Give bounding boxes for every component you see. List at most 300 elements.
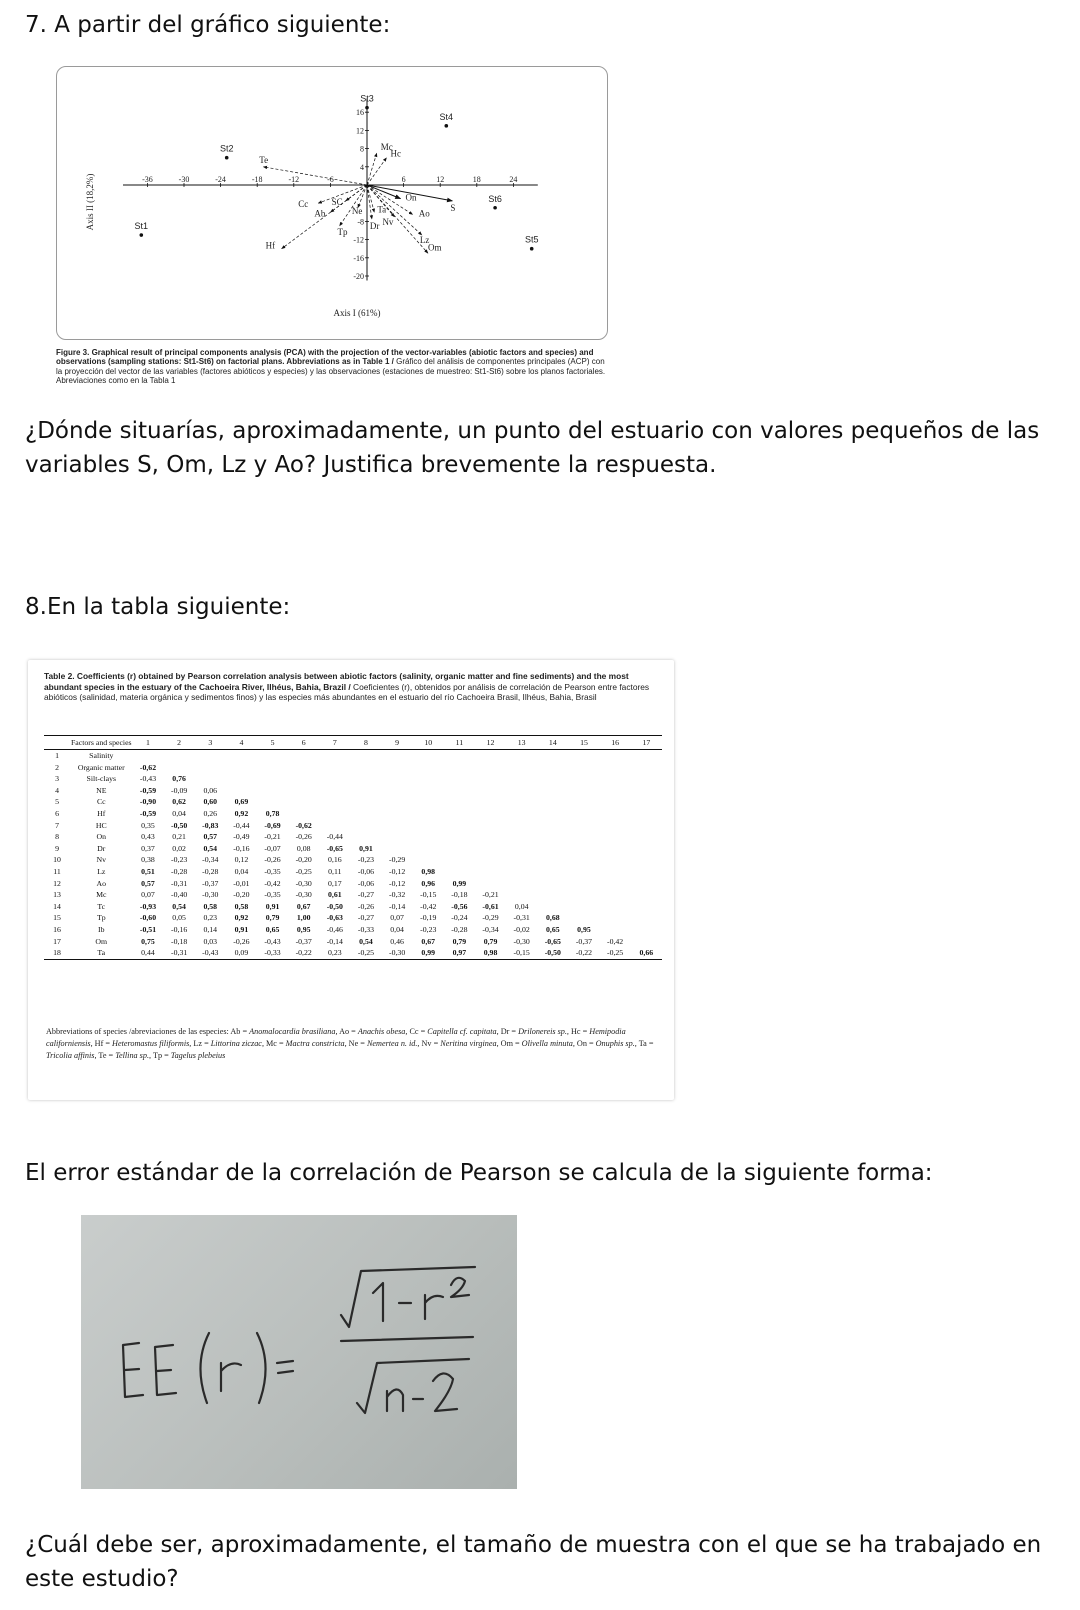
table-cell [631, 796, 662, 808]
table-cell: -0,16 [233, 843, 250, 853]
table-cell: 0,14 [203, 924, 218, 934]
pca-figure [56, 66, 608, 340]
table-cell [319, 796, 350, 808]
table-header-row [44, 736, 662, 750]
station-point-st6 [493, 206, 497, 210]
table-cell [475, 808, 506, 820]
table-row [44, 866, 662, 878]
table-cell: -0,31 [513, 913, 530, 923]
vector-label-ab: Ab [314, 208, 326, 219]
table-cell [164, 750, 195, 762]
table-footnote: Abbreviations of species /abreviaciones de las especies: Ab = Anomalocardia brasiliana, Ao = Anachis obesa, Cc = Capitella cf. capitata, Dr = Drilonereis sp., Hc = Hemipodia californiensis, Hf = Heteromastus filiformis, Lz = Littorina ziczac, Mc = Mactra constricta, Ne = Nemertea n. id., Nv = Neritina virginea, Om = Olivella minuta, On = Onuphis sp., Ta = Tricolia affinis, Te = Tellina sp., Tp = Tagelus plebeius [46, 1027, 654, 1060]
table-cell [319, 762, 350, 774]
table-cell [631, 773, 662, 785]
x-tick-label: 6 [401, 175, 406, 184]
table-cell: -0,63 [326, 913, 343, 923]
table-cell: 0,61 [328, 890, 342, 900]
column-header-6: 6 [288, 736, 319, 750]
row-label: Ib [98, 924, 105, 934]
table-cell [537, 843, 568, 855]
table-cell [350, 808, 381, 820]
vector-label-hc: Hc [390, 148, 402, 159]
table-cell: -0,46 [326, 924, 343, 934]
table-row [44, 785, 662, 797]
row-number: 4 [55, 785, 60, 795]
table-cell: 0,67 [421, 936, 436, 946]
table-cell [631, 901, 662, 913]
table-cell: -0,69 [264, 820, 281, 830]
table-cell: -0,25 [600, 947, 631, 959]
table-row [44, 750, 662, 762]
row-number: 3 [55, 774, 60, 784]
table-cell: -0,23 [171, 855, 188, 865]
x-tick-label: -18 [251, 175, 263, 184]
column-header-15: 15 [568, 736, 599, 750]
table-cell: -0,30 [513, 936, 530, 946]
table-cell [350, 796, 381, 808]
table-cell: 0,07 [141, 890, 155, 900]
table-cell [568, 808, 599, 820]
table-cell [444, 762, 475, 774]
table-cell: 0,62 [172, 797, 186, 807]
station-point-st3 [365, 106, 369, 110]
table-cell [537, 854, 568, 866]
table-cell: -0,50 [537, 947, 568, 959]
table-cell [506, 796, 537, 808]
row-label: Mc [96, 890, 107, 900]
table-cell [195, 773, 226, 785]
table-cell: 0,43 [141, 832, 155, 842]
table-cell: -0,26 [233, 936, 250, 946]
table-cell [568, 831, 599, 843]
row-number: 1 [55, 751, 60, 760]
table-cell [350, 785, 381, 797]
table-cell [600, 843, 631, 855]
table-cell [444, 866, 475, 878]
table-cell: -0,18 [171, 936, 188, 946]
table-cell: 0,38 [141, 855, 155, 865]
table-cell: 0,35 [141, 820, 155, 830]
row-number: 11 [53, 866, 61, 876]
y-tick-label: 12 [356, 126, 364, 136]
table-cell [257, 773, 288, 785]
row-number: 18 [44, 947, 70, 959]
table-cell [226, 750, 257, 762]
handwritten-formula [81, 1215, 517, 1489]
table-cell: 0,79 [483, 936, 498, 946]
column-header-7: 7 [319, 736, 350, 750]
table-cell: 0,46 [390, 936, 404, 946]
table-cell: -0,24 [451, 913, 468, 923]
table-cell [537, 901, 568, 913]
table-cell: 0,75 [141, 936, 155, 946]
question-7-title: 7. A partir del gráfico siguiente: [25, 12, 391, 38]
table-cell [600, 762, 631, 774]
table-cell: -0,44 [233, 820, 250, 830]
table-cell [568, 912, 599, 924]
table-cell: -0,50 [171, 820, 188, 830]
table-cell [475, 785, 506, 797]
table-cell: -0,33 [257, 947, 288, 959]
table-cell [382, 773, 413, 785]
table-cell: -0,31 [164, 947, 195, 959]
footnote-abbr: Dr = [500, 1027, 519, 1036]
table-cell [226, 762, 257, 774]
table-cell [195, 750, 226, 762]
footnote-species-name: Neritina virginea [440, 1039, 497, 1048]
table-cell: -0,51 [139, 924, 157, 934]
table-cell [568, 866, 599, 878]
table-cell: 0,07 [390, 913, 404, 923]
table-cell: -0,32 [388, 890, 406, 900]
table-cell [537, 773, 568, 785]
table-cell: -0,19 [420, 913, 437, 923]
row-label: Tp [96, 913, 106, 923]
table-cell [631, 866, 662, 878]
column-header-16: 16 [600, 736, 631, 750]
table-cell: -0,34 [482, 924, 499, 934]
table-cell [195, 762, 226, 774]
table-cell: 0,06 [203, 785, 218, 795]
table-cell: -0,27 [357, 913, 375, 923]
table-cell: 0,23 [319, 947, 350, 959]
row-label: Hf [97, 808, 106, 818]
table-cell: 0,99 [413, 947, 444, 959]
table-cell: 0,69 [234, 797, 249, 807]
table-cell: -0,35 [264, 866, 281, 876]
table-cell: 0,37 [141, 843, 155, 853]
table-cell [600, 854, 631, 866]
column-header-8: 8 [350, 736, 381, 750]
footnote-species-name: Tagelus plebeius [170, 1051, 226, 1060]
column-header-2: 2 [164, 736, 195, 750]
table-cell: -0,60 [139, 913, 157, 923]
table-cell [568, 773, 599, 785]
table-cell: 0,17 [328, 878, 342, 888]
pca-biplot [57, 67, 607, 339]
table-cell: 0,98 [421, 866, 436, 876]
table-cell: -0,35 [264, 890, 281, 900]
table-cell [257, 762, 288, 774]
handwritten-formula-photo [81, 1215, 517, 1489]
vector-label-mc: Mc [380, 142, 393, 153]
table-cell [568, 854, 599, 866]
row-number: 9 [55, 843, 60, 853]
table-cell: 0,04 [390, 924, 404, 934]
table-cell [568, 762, 599, 774]
table-cell: -0,31 [171, 878, 188, 888]
table-cell [537, 796, 568, 808]
table-cell: -0,50 [326, 901, 343, 911]
column-header-17: 17 [631, 736, 662, 750]
y-tick-label: -8 [357, 217, 364, 227]
table-cell: -0,49 [233, 832, 250, 842]
table-row [44, 878, 662, 890]
table-cell [600, 820, 631, 832]
table-cell: 0,11 [328, 866, 342, 876]
footnote-abbr: Ao = [339, 1027, 358, 1036]
table-cell: 0,65 [265, 924, 280, 934]
table-caption [44, 671, 662, 703]
table-cell [444, 854, 475, 866]
table-cell: -0,93 [139, 901, 157, 911]
table-cell: -0,06 [357, 878, 375, 888]
table-cell: -0,20 [295, 855, 312, 865]
table-cell: 0,54 [359, 936, 373, 946]
table-cell [506, 866, 537, 878]
table-cell: -0,43 [195, 947, 226, 959]
vector-label-ta: Ta [377, 204, 387, 215]
column-header-13: 13 [506, 736, 537, 750]
table-cell [288, 785, 319, 797]
row-number: 7 [55, 820, 60, 830]
table-cell: -0,21 [482, 890, 499, 900]
table-cell: -0,26 [295, 832, 312, 842]
table-cell: -0,20 [233, 890, 250, 900]
table-cell [506, 750, 537, 762]
table-cell [350, 762, 381, 774]
column-header-14: 14 [537, 736, 568, 750]
table-cell: -0,22 [568, 947, 599, 959]
question-8-text: ¿Cuál debe ser, aproximadamente, el tamaño de muestra con el que se ha trabajado en este estudio? [25, 1532, 1042, 1592]
table-cell [226, 773, 257, 785]
table-row [44, 912, 662, 924]
table-cell: -0,30 [382, 947, 413, 959]
table-cell: 0,95 [296, 924, 311, 934]
footnote-abbr: On = [576, 1039, 596, 1048]
table-cell: -0,59 [139, 808, 157, 818]
table-cell: -0,43 [264, 936, 281, 946]
table-cell [537, 878, 568, 890]
table-cell [631, 808, 662, 820]
row-label: Ao [96, 878, 107, 888]
column-header-11: 11 [444, 736, 475, 750]
row-label: Cc [96, 797, 106, 807]
table-cell: 0,95 [577, 924, 591, 934]
table-cell [600, 901, 631, 913]
table-cell [319, 808, 350, 820]
table-cell: -0,25 [295, 866, 312, 876]
vector-label-dr: Dr [369, 221, 380, 232]
table-cell: 0,16 [328, 855, 342, 865]
table-cell [568, 796, 599, 808]
table-cell: 1,00 [296, 913, 311, 923]
table-cell: -0,37 [202, 878, 219, 888]
footnote-species-name: Anomalocardia brasiliana [249, 1027, 336, 1036]
table-cell: -0,30 [202, 890, 219, 900]
table-cell [475, 773, 506, 785]
table-cell [413, 750, 444, 762]
table-cell: 0,96 [421, 878, 436, 888]
table-cell: 0,79 [265, 913, 280, 923]
table-cell [506, 889, 537, 901]
table-cell [537, 762, 568, 774]
table-cell [475, 762, 506, 774]
station-point-st1 [140, 233, 144, 237]
station-point-st4 [445, 124, 449, 128]
table-cell: 0,92 [234, 913, 249, 923]
table-cell [475, 820, 506, 832]
table-cell: -0,34 [202, 855, 219, 865]
table-cell [631, 889, 662, 901]
table-cell [600, 773, 631, 785]
table-row [44, 947, 662, 959]
table-cell: -0,30 [295, 890, 312, 900]
table-cell: 0,60 [203, 797, 218, 807]
table-cell [475, 878, 506, 890]
y-tick-label: -12 [353, 235, 364, 245]
table-cell [600, 924, 631, 936]
table-cell: 0,57 [141, 878, 155, 888]
table-cell: 0,44 [132, 947, 163, 959]
table-cell: -0,29 [388, 855, 406, 865]
table-cell: 0,51 [141, 866, 155, 876]
table-cell [475, 831, 506, 843]
footnote-abbr: Hf = [94, 1039, 113, 1048]
vector-label-on: On [405, 192, 417, 203]
table-cell: 0,97 [444, 947, 475, 959]
table-cell: -0,30 [295, 878, 312, 888]
question-8-title: 8.En la tabla siguiente: [25, 594, 291, 620]
table-cell [382, 796, 413, 808]
vector-on [367, 185, 401, 199]
table-cell: -0,12 [388, 878, 406, 888]
row-number: 2 [55, 762, 60, 772]
table-cell: -0,40 [171, 890, 188, 900]
station-label-st4: St4 [439, 111, 454, 122]
table-cell [506, 843, 537, 855]
table-cell: 0,67 [296, 901, 311, 911]
table-cell [506, 808, 537, 820]
table-cell [382, 750, 413, 762]
table-cell: -0,22 [288, 947, 319, 959]
figure-caption-spanish: Gráfico del análisis de componentes principales (ACP) con la proyección del vector de las variables (factores abióticos y especies) y las observaciones (estaciones de muestreo: St1-St6) sobre los planos factoriales. Abreviaciones como en la Tabla 1 [56, 357, 606, 386]
table-cell: -0,15 [506, 947, 537, 959]
table-cell [506, 820, 537, 832]
table-cell: -0,28 [171, 866, 188, 876]
table-cell [382, 820, 413, 832]
header-blank [44, 736, 70, 750]
table-cell [475, 796, 506, 808]
table-row [44, 831, 662, 843]
header-factors-species: Factors and species [70, 736, 132, 750]
row-label: Tc [97, 901, 106, 911]
table-cell [413, 773, 444, 785]
table-cell: -0,65 [544, 936, 561, 946]
row-label: Om [95, 936, 108, 946]
row-number: 10 [53, 855, 61, 865]
table-cell [631, 820, 662, 832]
vector-label-lz: Lz [419, 235, 430, 246]
table-cell: 0,12 [234, 855, 249, 865]
x-tick-label: -24 [215, 175, 226, 184]
table-cell [444, 750, 475, 762]
table-cell: -0,33 [357, 924, 375, 934]
table-cell: 0,76 [172, 774, 186, 784]
formula-intro-text: El error estándar de la correlación de Pearson se calcula de la siguiente forma: [25, 1160, 933, 1186]
table-cell [537, 750, 568, 762]
table-cell [288, 808, 319, 820]
table-cell: -0,61 [482, 901, 499, 911]
table-cell [444, 820, 475, 832]
table-cell: 0,65 [545, 924, 560, 934]
table-cell: 0,91 [359, 843, 373, 853]
table-cell: -0,02 [513, 924, 530, 934]
footnote-abbr: Ab = [230, 1027, 250, 1036]
vector-label-tp: Tp [337, 226, 348, 237]
footnote-species-name: Capitella cf. capitata [427, 1027, 497, 1036]
table-cell [631, 762, 662, 774]
column-header-4: 4 [226, 736, 257, 750]
footnote-abbr: Tp = [152, 1051, 171, 1060]
table-cell: -0,37 [295, 936, 312, 946]
y-tick-label: 8 [360, 144, 364, 154]
table-cell: -0,42 [264, 878, 281, 888]
row-number: 13 [53, 890, 61, 900]
table-cell [475, 854, 506, 866]
table-cell [257, 785, 288, 797]
table-cell [600, 889, 631, 901]
table-cell [475, 750, 506, 762]
row-label: NE [96, 785, 107, 795]
table-row [44, 796, 662, 808]
footnote-abbr: Ne = [348, 1039, 367, 1048]
table-cell [506, 785, 537, 797]
table-cell [537, 785, 568, 797]
x-axis-label: Axis I (61%) [333, 308, 381, 318]
table-cell: 0,58 [234, 901, 249, 911]
table-cell [382, 831, 413, 843]
y-axis-label: Axis II (18,2%) [85, 173, 95, 231]
y-tick-label: 4 [360, 162, 364, 172]
table-cell [537, 866, 568, 878]
table-cell: -0,06 [357, 866, 375, 876]
footnote-lead: Abbreviations of species /abreviaciones de las especies: [46, 1027, 231, 1036]
footnote-species-name: Littorina ziczac [210, 1039, 262, 1048]
table-cell: -0,26 [357, 901, 375, 911]
table-cell [568, 843, 599, 855]
table-cell: 0,54 [172, 901, 186, 911]
footnote-species-name: Onuphis sp. [595, 1039, 635, 1048]
table-cell [631, 936, 662, 948]
table-cell: -0,42 [420, 901, 437, 911]
table-cell [444, 796, 475, 808]
table-cell [444, 843, 475, 855]
footnote-species-name: Olivella minuta [521, 1039, 573, 1048]
column-header-10: 10 [413, 736, 444, 750]
row-number: 14 [53, 901, 61, 911]
vector-hc [367, 158, 387, 185]
table-cell [475, 866, 506, 878]
table-cell [319, 785, 350, 797]
table-cell [537, 889, 568, 901]
table-cell: 0,04 [234, 866, 249, 876]
table-cell [444, 785, 475, 797]
vector-label-cc: Cc [298, 199, 309, 210]
table-cell: -0,28 [451, 924, 468, 934]
footnote-abbr: Ta = [638, 1039, 654, 1048]
table-cell [288, 762, 319, 774]
row-label: Ta [70, 947, 132, 959]
station-label-st2: St2 [219, 143, 234, 154]
table-caption-spanish: Coeficientes (r), obtenidos por análisis de correlación de Pearson entre factores abióticos (salinidad, materia orgánica y sedimentos finos) y las especies más abundantes en el estuario del río Cachoeira Brasil, Ilhéus, Bahia, Brasil [44, 681, 650, 703]
table-cell: 0,66 [631, 947, 662, 959]
table-row [44, 889, 662, 901]
footnote-abbr: Te = [98, 1051, 116, 1060]
table-cell: -0,59 [139, 785, 157, 795]
table-cell [631, 843, 662, 855]
vector-label-s: S [450, 202, 456, 213]
